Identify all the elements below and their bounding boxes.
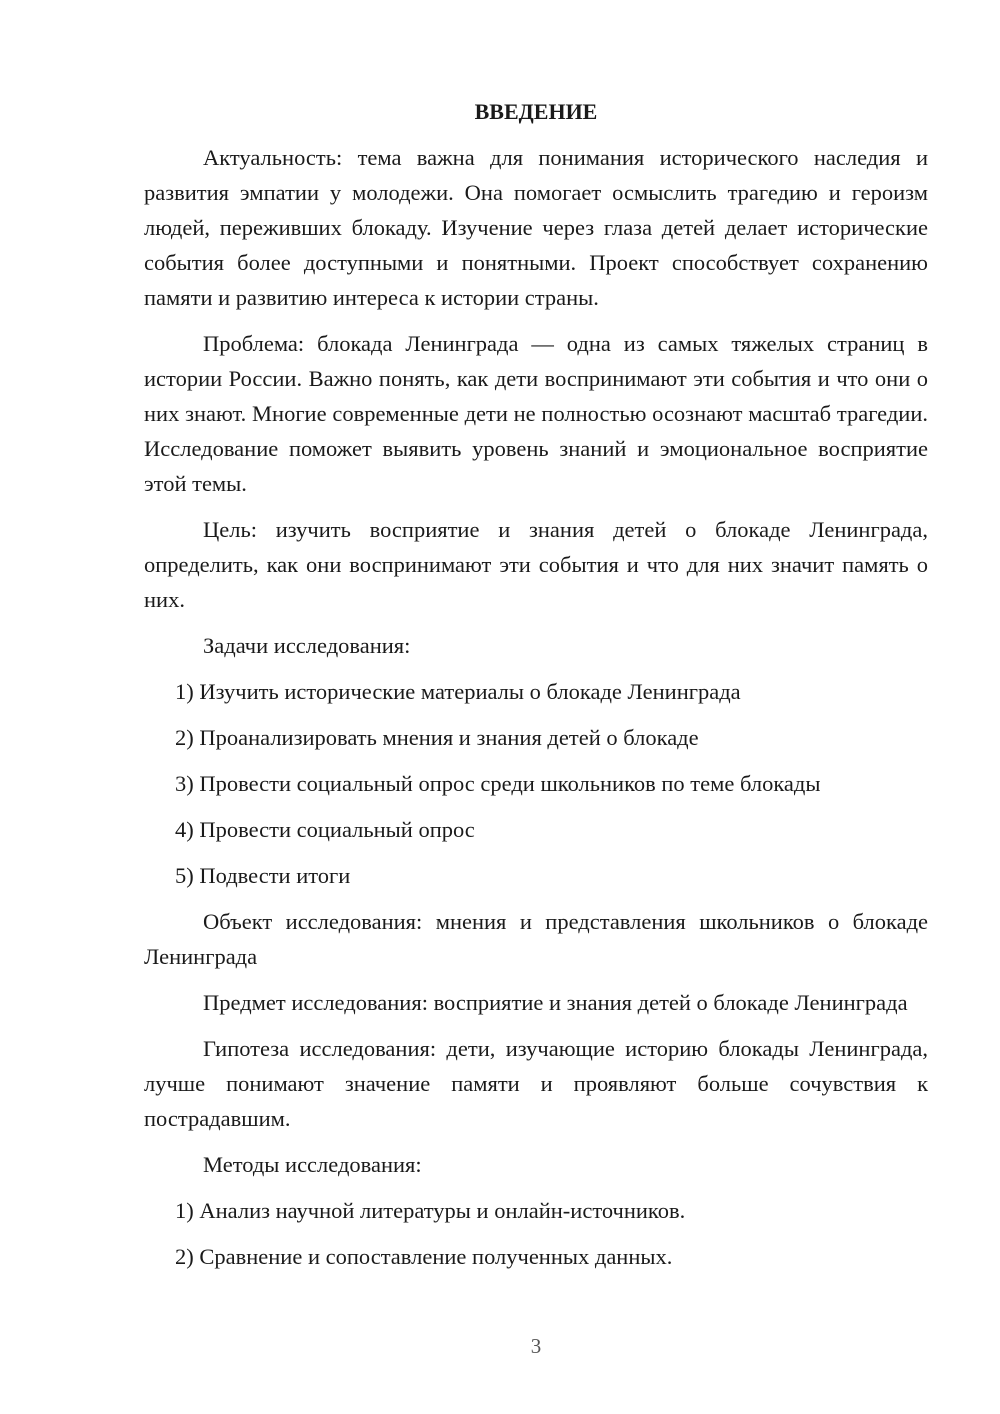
list-item: 1) Изучить исторические материалы о блокаде Ленинграда bbox=[175, 679, 741, 704]
list-item: 4) Провести социальный опрос bbox=[175, 817, 475, 842]
page-number: 3 bbox=[530, 1334, 542, 1358]
tasks-list bbox=[144, 674, 928, 893]
relevance-paragraph: Актуальность: тема важна для понимания исторического наследия и развития эмпатии у молодежи. Она помогает осмыслить трагедию и героизм людей, переживших блокаду. Изучение через глаза детей делает исторические события более доступными и понятными. Проект способствует сохранению памяти и развитию интереса к истории страны. bbox=[144, 145, 928, 310]
object-paragraph: Объект исследования: мнения и представления школьников о блокаде Ленинграда bbox=[144, 909, 928, 969]
methods-list bbox=[144, 1193, 928, 1274]
problem-paragraph: Проблема: блокада Ленинграда — одна из самых тяжелых страниц в истории России. Важно понять, как дети воспринимают эти события и что они о них знают. Многие современные дети не полностью осознают масштаб трагедии. Исследование поможет выявить уровень знаний и эмоциональное восприятие этой темы. bbox=[144, 331, 928, 496]
list-item: 3) Провести социальный опрос среди школьников по теме блокады bbox=[175, 771, 821, 796]
list-item: 2) Сравнение и сопоставление полученных данных. bbox=[175, 1244, 673, 1269]
goal-paragraph: Цель: изучить восприятие и знания детей о блокаде Ленинграда, определить, как они воспринимают эти события и что для них значит память о них. bbox=[144, 517, 928, 612]
list-item: 2) Проанализировать мнения и знания детей о блокаде bbox=[175, 725, 699, 750]
list-item: 5) Подвести итоги bbox=[175, 863, 351, 888]
hypothesis-paragraph: Гипотеза исследования: дети, изучающие историю блокады Ленинграда, лучше понимают значение памяти и проявляют больше сочувствия к пострадавшим. bbox=[144, 1036, 928, 1131]
tasks-heading: Задачи исследования: bbox=[203, 633, 411, 658]
subject-paragraph: Предмет исследования: восприятие и знания детей о блокаде Ленинграда bbox=[203, 990, 908, 1015]
list-item: 1) Анализ научной литературы и онлайн-источников. bbox=[175, 1198, 686, 1223]
methods-heading: Методы исследования: bbox=[203, 1152, 422, 1177]
page-title: ВВЕДЕНИЕ bbox=[474, 99, 598, 124]
document-page bbox=[144, 94, 928, 1285]
